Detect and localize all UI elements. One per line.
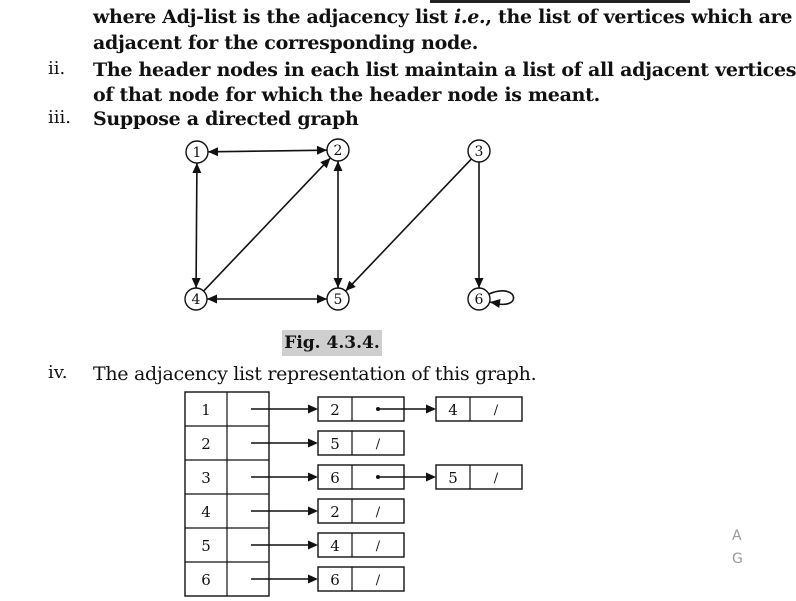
list-number-ii: ii. (48, 58, 66, 79)
text-segment: , the list of vertices which are (485, 6, 793, 28)
null-pointer: / (375, 437, 381, 452)
null-pointer: / (493, 403, 499, 418)
arrowhead (308, 541, 318, 550)
paragraph-line-5: Suppose a directed graph (93, 108, 359, 130)
paragraph-line-2: adjacent for the corresponding node. (93, 32, 479, 54)
arrowhead (308, 575, 318, 584)
null-pointer: / (375, 573, 381, 588)
arrowhead (308, 473, 318, 482)
null-pointer: / (493, 471, 499, 486)
header-label-5: 5 (201, 537, 211, 555)
list-node-value: 2 (330, 503, 340, 521)
paragraph-line-4: of that node for which the header node is meant. (93, 84, 600, 106)
graph-node-label-1: 1 (192, 145, 202, 161)
null-pointer: / (375, 505, 381, 520)
text-segment: where Adj-list is the adjacency list (93, 6, 455, 28)
graph-node-label-6: 6 (474, 292, 484, 308)
list-number-iv: iv. (48, 362, 68, 383)
arrowhead (308, 507, 318, 516)
null-pointer: / (375, 539, 381, 554)
list-node-value: 4 (448, 401, 458, 419)
graph-node-label-5: 5 (333, 292, 343, 308)
header-label-4: 4 (201, 503, 211, 521)
side-letter-g: G (732, 551, 743, 567)
list-node-value: 6 (330, 571, 340, 589)
graph-node-label-3: 3 (474, 144, 484, 160)
paragraph-line-3: The header nodes in each list maintain a list of all adjacent vertices (93, 59, 796, 81)
list-node-value: 5 (330, 435, 340, 453)
list-node-value: 6 (330, 469, 340, 487)
header-label-2: 2 (201, 435, 211, 453)
header-label-1: 1 (201, 401, 211, 419)
header-label-3: 3 (201, 469, 211, 487)
figure-caption: Fig. 4.3.4. (282, 330, 382, 356)
arrowhead (426, 473, 436, 482)
list-node-value: 2 (330, 401, 340, 419)
graph-node-label-4: 4 (191, 292, 201, 308)
arrowhead (426, 405, 436, 414)
arrowhead (308, 439, 318, 448)
list-number-iii: iii. (48, 107, 71, 128)
header-label-6: 6 (201, 571, 211, 589)
graph-node-label-2: 2 (333, 143, 343, 159)
arrowhead (308, 405, 318, 414)
paragraph-line-6: The adjacency list representation of this graph. (93, 363, 537, 385)
side-letter-a: A (732, 528, 742, 544)
list-node-value: 4 (330, 537, 340, 555)
italic-ie: i.e. (454, 6, 486, 28)
list-node-value: 5 (448, 469, 458, 487)
